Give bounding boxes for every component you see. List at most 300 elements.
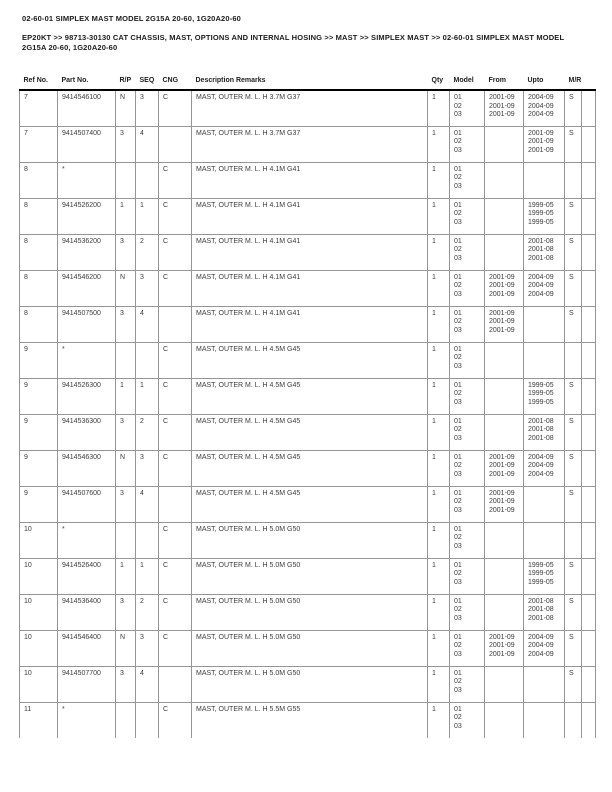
cell-qty: 1 — [428, 378, 450, 414]
table-row — [20, 342, 596, 378]
cell-ref-no: 8 — [20, 270, 58, 306]
cell-part-no: 9414546200 — [58, 270, 116, 306]
cell-part-no: 9414546300 — [58, 450, 116, 486]
cell-qty: 1 — [428, 126, 450, 162]
cell-part-no: 9414507400 — [58, 126, 116, 162]
cell-seq — [136, 342, 159, 378]
cell-mr: S — [565, 630, 582, 666]
cell-model — [450, 594, 485, 630]
cell-qty: 1 — [428, 270, 450, 306]
table-row — [20, 162, 596, 198]
cell-upto — [524, 126, 565, 162]
cell-model-line: 01 — [454, 165, 462, 173]
cell-spacer — [582, 306, 596, 342]
cell-qty: 1 — [428, 666, 450, 702]
cell-model-line: 02 — [454, 282, 462, 289]
cell-spacer — [582, 666, 596, 702]
cell-qty: 1 — [428, 450, 450, 486]
col-header-upto: Upto — [524, 77, 565, 90]
cell-cng: C — [159, 522, 192, 558]
cell-spacer — [582, 342, 596, 378]
cell-model-line: 01 — [454, 561, 462, 569]
cell-from — [485, 198, 524, 234]
col-header-from: From — [485, 77, 524, 90]
cell-rp: N — [116, 270, 136, 306]
cell-model-line: 01 — [454, 417, 462, 425]
cell-mr: S — [565, 306, 582, 342]
cell-description: MAST, OUTER M. L. H 5.0M G50 — [192, 594, 428, 630]
cell-seq: 1 — [136, 378, 159, 414]
cell-upto — [524, 486, 565, 522]
cell-from — [485, 90, 524, 126]
col-header-rp: R/P — [116, 77, 136, 90]
cell-description: MAST, OUTER M. L. H 4.1M G41 — [192, 198, 428, 234]
cell-from — [485, 630, 524, 666]
cell-spacer — [582, 522, 596, 558]
cell-seq: 2 — [136, 414, 159, 450]
cell-upto — [524, 270, 565, 306]
cell-spacer — [582, 414, 596, 450]
cell-description: MAST, OUTER M. L. H 3.7M G37 — [192, 90, 428, 126]
cell-description: MAST, OUTER M. L. H 4.1M G41 — [192, 234, 428, 270]
cell-model-line: 01 — [454, 201, 462, 209]
cell-model-line: 02 — [454, 210, 462, 217]
cell-spacer — [582, 162, 596, 198]
cell-rp: 3 — [116, 234, 136, 270]
cell-upto-line: 1999-05 — [528, 578, 554, 586]
cell-qty: 1 — [428, 162, 450, 198]
cell-rp: 1 — [116, 558, 136, 594]
cell-model-line: 02 — [454, 318, 462, 325]
cell-model-line: 03 — [454, 686, 462, 694]
cell-seq: 1 — [136, 198, 159, 234]
cell-cng — [159, 126, 192, 162]
cell-qty: 1 — [428, 594, 450, 630]
cell-upto — [524, 234, 565, 270]
table-row — [20, 378, 596, 414]
cell-rp: 3 — [116, 486, 136, 522]
col-header-seq: SEQ — [136, 77, 159, 90]
cell-model — [450, 342, 485, 378]
cell-from-line: 2001-09 — [489, 94, 515, 101]
cell-model — [450, 702, 485, 738]
cell-ref-no: 10 — [20, 666, 58, 702]
col-header-model: Model — [450, 77, 485, 90]
cell-upto — [524, 378, 565, 414]
cell-model-line: 03 — [454, 470, 462, 478]
cell-rp: 1 — [116, 378, 136, 414]
cell-upto-line: 2001-08 — [528, 237, 554, 245]
cell-model-line: 02 — [454, 138, 462, 145]
cell-upto-line: 1999-05 — [528, 570, 554, 577]
cell-qty: 1 — [428, 522, 450, 558]
cell-mr: S — [565, 378, 582, 414]
cell-seq: 3 — [136, 90, 159, 126]
cell-upto-line: 2004-09 — [528, 102, 554, 110]
cell-qty: 1 — [428, 198, 450, 234]
cell-cng: C — [159, 198, 192, 234]
cell-from — [485, 126, 524, 162]
cell-description: MAST, OUTER M. L. H 4.5M G45 — [192, 486, 428, 522]
cell-from-line: 2001-09 — [489, 506, 515, 514]
cell-upto-line: 2001-09 — [528, 138, 554, 145]
cell-upto — [524, 450, 565, 486]
cell-model-line: 03 — [454, 254, 462, 262]
cell-seq: 1 — [136, 558, 159, 594]
cell-mr: S — [565, 594, 582, 630]
col-header-qty: Qty — [428, 77, 450, 90]
cell-qty: 1 — [428, 558, 450, 594]
table-body — [20, 90, 596, 738]
cell-ref-no: 10 — [20, 594, 58, 630]
cell-spacer — [582, 234, 596, 270]
cell-from — [485, 486, 524, 522]
cell-upto-line: 2004-09 — [528, 282, 554, 289]
cell-from-line: 2001-09 — [489, 102, 515, 110]
cell-model-line: 03 — [454, 218, 462, 226]
cell-from — [485, 702, 524, 738]
cell-ref-no: 9 — [20, 414, 58, 450]
cell-from — [485, 522, 524, 558]
cell-spacer — [582, 450, 596, 486]
cell-mr: S — [565, 270, 582, 306]
cell-from-line: 2001-09 — [489, 273, 515, 281]
cell-upto — [524, 594, 565, 630]
cell-model — [450, 270, 485, 306]
cell-cng: C — [159, 342, 192, 378]
cell-model-line: 03 — [454, 650, 462, 658]
cell-cng: C — [159, 630, 192, 666]
table-row — [20, 666, 596, 702]
cell-spacer — [582, 558, 596, 594]
cell-upto-line: 2001-08 — [528, 254, 554, 262]
cell-ref-no: 9 — [20, 450, 58, 486]
table-row — [20, 306, 596, 342]
cell-upto-line: 2004-09 — [528, 94, 554, 101]
cell-seq: 3 — [136, 630, 159, 666]
cell-seq — [136, 702, 159, 738]
cell-upto — [524, 630, 565, 666]
cell-model-line: 02 — [454, 174, 462, 181]
cell-model — [450, 522, 485, 558]
cell-upto-line: 2001-09 — [528, 146, 554, 154]
cell-upto — [524, 342, 565, 378]
cell-from-line: 2001-09 — [489, 111, 515, 118]
table-row — [20, 234, 596, 270]
cell-part-no: 9414546400 — [58, 630, 116, 666]
cell-model-line: 03 — [454, 506, 462, 514]
cell-model-line: 01 — [454, 597, 462, 605]
cell-model — [450, 198, 485, 234]
cell-model-line: 01 — [454, 237, 462, 245]
col-header-mr: M/R — [565, 77, 582, 90]
cell-seq: 4 — [136, 486, 159, 522]
cell-model-line: 02 — [454, 534, 462, 541]
cell-model-line: 02 — [454, 678, 462, 685]
cell-rp: 3 — [116, 126, 136, 162]
col-header-part-no: Part No. — [58, 77, 116, 90]
cell-qty: 1 — [428, 486, 450, 522]
cell-model-line: 03 — [454, 290, 462, 298]
cell-qty: 1 — [428, 234, 450, 270]
cell-rp: 1 — [116, 198, 136, 234]
cell-from-line: 2001-09 — [489, 462, 515, 469]
cell-description: MAST, OUTER M. L. H 4.5M G45 — [192, 378, 428, 414]
cell-from — [485, 270, 524, 306]
cell-part-no: 9414507700 — [58, 666, 116, 702]
cell-upto-line: 2004-09 — [528, 642, 554, 649]
cell-from-line: 2001-09 — [489, 282, 515, 289]
cell-model-line: 01 — [454, 381, 462, 389]
cell-from — [485, 306, 524, 342]
cell-description: MAST, OUTER M. L. H 5.0M G50 — [192, 666, 428, 702]
cell-description: MAST, OUTER M. L. H 3.7M G37 — [192, 126, 428, 162]
col-header-ref-no: Ref No. — [20, 77, 58, 90]
cell-cng: C — [159, 414, 192, 450]
cell-cng: C — [159, 558, 192, 594]
cell-cng — [159, 666, 192, 702]
cell-model — [450, 126, 485, 162]
cell-description: MAST, OUTER M. L. H 4.1M G41 — [192, 162, 428, 198]
cell-rp — [116, 342, 136, 378]
cell-ref-no: 7 — [20, 126, 58, 162]
cell-model-line: 03 — [454, 578, 462, 586]
cell-model-line: 01 — [454, 489, 462, 497]
cell-from-line: 2001-09 — [489, 290, 515, 298]
cell-spacer — [582, 702, 596, 738]
cell-model-line: 02 — [454, 714, 462, 721]
cell-rp — [116, 162, 136, 198]
table-row — [20, 270, 596, 306]
cell-model-line: 03 — [454, 146, 462, 154]
cell-model — [450, 666, 485, 702]
cell-seq: 2 — [136, 594, 159, 630]
cell-model — [450, 90, 485, 126]
table-row — [20, 558, 596, 594]
cell-from-line: 2001-09 — [489, 470, 515, 478]
cell-cng: C — [159, 162, 192, 198]
cell-upto-line: 2004-09 — [528, 273, 554, 281]
cell-from — [485, 234, 524, 270]
table-header — [20, 77, 596, 90]
cell-model — [450, 414, 485, 450]
table-row — [20, 450, 596, 486]
cell-rp: 3 — [116, 666, 136, 702]
cell-upto-line: 2001-08 — [528, 434, 554, 442]
cell-mr: S — [565, 198, 582, 234]
cell-part-no: * — [58, 702, 116, 738]
cell-qty: 1 — [428, 342, 450, 378]
table-row — [20, 486, 596, 522]
cell-model-line: 03 — [454, 326, 462, 334]
cell-part-no: 9414536200 — [58, 234, 116, 270]
table-row — [20, 522, 596, 558]
cell-spacer — [582, 378, 596, 414]
cell-rp — [116, 702, 136, 738]
cell-upto — [524, 666, 565, 702]
cell-spacer — [582, 90, 596, 126]
cell-cng: C — [159, 450, 192, 486]
cell-part-no: 9414526200 — [58, 198, 116, 234]
cell-upto — [524, 306, 565, 342]
cell-ref-no: 8 — [20, 198, 58, 234]
cell-model-line: 03 — [454, 542, 462, 550]
cell-part-no: 9414526400 — [58, 558, 116, 594]
cell-mr: S — [565, 558, 582, 594]
cell-cng: C — [159, 90, 192, 126]
cell-from — [485, 414, 524, 450]
cell-upto-line: 2001-09 — [528, 129, 554, 137]
cell-mr: S — [565, 90, 582, 126]
cell-from — [485, 342, 524, 378]
cell-model — [450, 558, 485, 594]
page-title: 02-60-01 SIMPLEX MAST MODEL 2G15A 20-60, 1G20A20-60 — [22, 14, 241, 23]
cell-model-line: 02 — [454, 606, 462, 613]
cell-mr: S — [565, 486, 582, 522]
cell-from-line: 2001-09 — [489, 498, 515, 505]
cell-model-line: 03 — [454, 722, 462, 730]
cell-upto — [524, 702, 565, 738]
cell-upto-line: 1999-05 — [528, 210, 554, 217]
cell-upto-line: 2001-08 — [528, 597, 554, 605]
cell-part-no: 9414536400 — [58, 594, 116, 630]
cell-ref-no: 8 — [20, 306, 58, 342]
cell-description: MAST, OUTER M. L. H 4.1M G41 — [192, 306, 428, 342]
table-row — [20, 594, 596, 630]
cell-model-line: 03 — [454, 182, 462, 190]
cell-upto-line: 2001-08 — [528, 417, 554, 425]
cell-mr: S — [565, 450, 582, 486]
cell-seq: 3 — [136, 450, 159, 486]
cell-qty: 1 — [428, 306, 450, 342]
cell-mr — [565, 522, 582, 558]
col-header-spacer — [582, 77, 596, 90]
cell-upto-line: 1999-05 — [528, 218, 554, 226]
cell-description: MAST, OUTER M. L. H 5.0M G50 — [192, 558, 428, 594]
cell-upto-line: 1999-05 — [528, 201, 554, 209]
cell-part-no: * — [58, 162, 116, 198]
cell-rp: 3 — [116, 306, 136, 342]
cell-upto-line: 2004-09 — [528, 462, 554, 469]
cell-model-line: 02 — [454, 462, 462, 469]
cell-seq: 4 — [136, 306, 159, 342]
cell-model-line: 03 — [454, 398, 462, 406]
cell-ref-no: 10 — [20, 522, 58, 558]
cell-model-line: 02 — [454, 570, 462, 577]
cell-description: MAST, OUTER M. L. H 5.0M G50 — [192, 630, 428, 666]
cell-rp: N — [116, 90, 136, 126]
cell-model-line: 01 — [454, 669, 462, 677]
cell-upto-line: 1999-05 — [528, 561, 554, 569]
cell-from — [485, 162, 524, 198]
col-header-description: Description Remarks — [192, 77, 428, 90]
cell-rp: N — [116, 450, 136, 486]
cell-ref-no: 9 — [20, 486, 58, 522]
cell-rp — [116, 522, 136, 558]
cell-upto-line: 2001-08 — [528, 614, 554, 622]
cell-spacer — [582, 270, 596, 306]
cell-mr: S — [565, 234, 582, 270]
cell-seq: 2 — [136, 234, 159, 270]
cell-model-line: 01 — [454, 525, 462, 533]
cell-ref-no: 10 — [20, 630, 58, 666]
breadcrumb: EP20KT >> 98713-30130 CAT CHASSIS, MAST, OPTIONS AND INTERNAL HOSING >> MAST >> SIMPLEX MAST >> 02-60-01 SIMPLEX MAST MODEL 2G15A 20-60, 1G20A20-60 — [22, 33, 565, 52]
table-row — [20, 198, 596, 234]
cell-part-no: * — [58, 522, 116, 558]
table-row — [20, 90, 596, 126]
cell-model — [450, 162, 485, 198]
cell-cng — [159, 486, 192, 522]
cell-description: MAST, OUTER M. L. H 4.5M G45 — [192, 414, 428, 450]
cell-from-line: 2001-09 — [489, 309, 515, 317]
cell-model — [450, 378, 485, 414]
cell-model-line: 01 — [454, 705, 462, 713]
cell-from-line: 2001-09 — [489, 489, 515, 497]
cell-rp: N — [116, 630, 136, 666]
cell-cng: C — [159, 234, 192, 270]
cell-part-no: 9414507500 — [58, 306, 116, 342]
cell-description: MAST, OUTER M. L. H 4.5M G45 — [192, 450, 428, 486]
cell-model-line: 01 — [454, 345, 462, 353]
cell-upto — [524, 90, 565, 126]
cell-from-line: 2001-09 — [489, 642, 515, 649]
cell-model — [450, 234, 485, 270]
cell-mr — [565, 342, 582, 378]
cell-part-no: 9414507600 — [58, 486, 116, 522]
cell-upto-line: 2001-08 — [528, 606, 554, 613]
parts-table — [19, 77, 596, 738]
cell-qty: 1 — [428, 630, 450, 666]
cell-part-no: * — [58, 342, 116, 378]
cell-upto — [524, 522, 565, 558]
cell-model — [450, 486, 485, 522]
cell-model-line: 02 — [454, 390, 462, 397]
cell-upto — [524, 558, 565, 594]
cell-rp: 3 — [116, 414, 136, 450]
cell-from — [485, 450, 524, 486]
cell-spacer — [582, 594, 596, 630]
cell-qty: 1 — [428, 414, 450, 450]
cell-description: MAST, OUTER M. L. H 4.1M G41 — [192, 270, 428, 306]
cell-model-line: 01 — [454, 633, 462, 641]
cell-description: MAST, OUTER M. L. H 4.5M G45 — [192, 342, 428, 378]
table-row — [20, 702, 596, 738]
cell-cng: C — [159, 594, 192, 630]
cell-spacer — [582, 486, 596, 522]
cell-seq — [136, 522, 159, 558]
cell-upto-line: 2004-09 — [528, 453, 554, 461]
cell-part-no: 9414526300 — [58, 378, 116, 414]
cell-model-line: 02 — [454, 642, 462, 649]
cell-cng: C — [159, 270, 192, 306]
table-row — [20, 126, 596, 162]
cell-mr: S — [565, 126, 582, 162]
cell-model — [450, 630, 485, 666]
cell-part-no: 9414536300 — [58, 414, 116, 450]
cell-upto-line: 2004-09 — [528, 111, 554, 118]
cell-spacer — [582, 630, 596, 666]
cell-upto-line: 1999-05 — [528, 398, 554, 406]
cell-model-line: 02 — [454, 354, 462, 361]
cell-model-line: 02 — [454, 102, 462, 110]
cell-mr: S — [565, 414, 582, 450]
table-row — [20, 414, 596, 450]
cell-model-line: 01 — [454, 129, 462, 137]
cell-from — [485, 558, 524, 594]
cell-model-line: 02 — [454, 426, 462, 433]
cell-ref-no: 10 — [20, 558, 58, 594]
cell-cng: C — [159, 702, 192, 738]
